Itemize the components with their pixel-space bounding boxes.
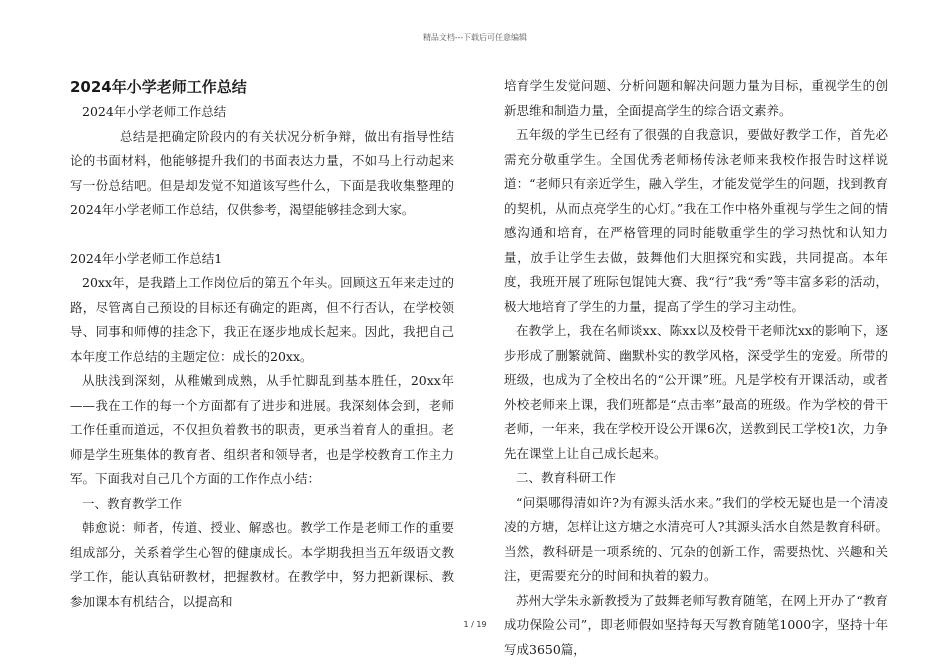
section-title: 2024年小学老师工作总结1 — [70, 250, 223, 266]
left-column — [70, 74, 454, 614]
left-paragraph-3: 韩愈说：师者，传道、授业、解惑也。教学工作是老师工作的重要组成部分，关系着学生心智的健康成长。本学期我担当五年级语文教学工作，能认真钻研教材，把握教材。在教学中，努力把新课标、教参加课本有机结合，以提高和 — [70, 520, 454, 609]
right-column — [504, 74, 888, 662]
header-note: 精品文档---下载后可任意编辑 — [422, 33, 528, 42]
paragraph-gap — [70, 223, 454, 247]
left-paragraph-2: 从肤浅到深刻，从稚嫩到成熟，从手忙脚乱到基本胜任，20xx年——我在工作的每一个方面都有了进步和进展。我深刻体会到，老师工作任重而道远，不仅担负着教书的职责，更承当着育人的重担。老师是学生班集体的教育者、组织者和领导者，也是学校教育工作主力军。下面我对自己几个方面的工作作点小结： — [70, 373, 454, 486]
heading-teaching: 一、教育教学工作 — [82, 495, 183, 511]
intro-paragraph: 总结是把确定阶段内的有关状况分析争辩，做出有指导性结论的书面材料，他能够提升我们的书面表达力量，不如马上行动起来写一份总结吧。但是却发觉不知道该写些什么，下面是我收集整理的2024年小学老师工作总结，仅供参考，渴望能够挂念到大家。 — [70, 128, 454, 217]
right-paragraph-3: 在教学上，我在名师谈xx、陈xx以及校骨干老师沈xx的影响下，逐步形成了删繁就简、幽默朴实的教学风格，深受学生的宠爱。所带的班级，也成为了全校出名的“公开课”班。凡是学校有开课活动，或者外校老师来上课，我们班都是“点击率”最高的班级。作为学校的骨干老师，一年来，我在学校开设公开课6次，送教到民工学校1次，力争先在课堂上让自己成长起来。 — [504, 323, 888, 461]
page-number: 1 / 19 — [463, 620, 487, 629]
right-paragraph-2: 五年级的学生已经有了很强的自我意识，要做好教学工作，首先必需充分敬重学生。全国优秀老师杨传泳老师来我校作报告时这样说道：“老师只有亲近学生，融入学生，才能发觉学生的问题，找到教育的契机，从而点亮学生的心灯。”我在工作中格外重视与学生之间的情感沟通和培育，在严格管理的同时能敬重学生的学习热忱和认知力量，放手让学生去做，鼓舞他们大胆探究和实践，共同提高。本年度，我班开展了班际包馄饨大赛、我“行”我“秀”等丰富多彩的活动，极大地培育了学生的力量，提高了学生的学习主动性。 — [504, 127, 888, 314]
left-paragraph-1: 20xx年，是我踏上工作岗位后的第五个年头。回顾这五年来走过的路，尽管离自己预设的目标还有确定的距离，但不行否认，在学校领导、同事和师傅的挂念下，我正在逐步地成长起来。因此，我把自己本年度工作总结的主题定位：成长的20xx。 — [70, 275, 454, 364]
right-paragraph-1: 培育学生发觉问题、分析问题和解决问题力量为目标，重视学生的创新思维和制造力量，全面提高学生的综合语文素养。 — [504, 78, 888, 118]
document-subtitle: 2024年小学老师工作总结 — [82, 104, 227, 119]
right-paragraph-4: “问渠哪得清如许?为有源头活水来。”我们的学校无疑也是一个清凌凌的方塘，怎样让这方塘之水清亮可人?其源头活水自然是教育科研。当然，教科研是一项系统的、冗杂的创新工作，需要热忱、兴趣和关注，更需要充分的时间和执着的毅力。 — [504, 494, 888, 583]
document-title: 2024年小学老师工作总结 — [70, 78, 247, 96]
heading-research: 二、教育科研工作 — [516, 470, 617, 485]
right-paragraph-5: 苏州大学朱永新教授为了鼓舞老师写教育随笔，在网上开办了“教育成功保险公司”，即老师假如坚持每天写教育随笔1000字，坚持十年写成3650篇， — [504, 592, 888, 657]
